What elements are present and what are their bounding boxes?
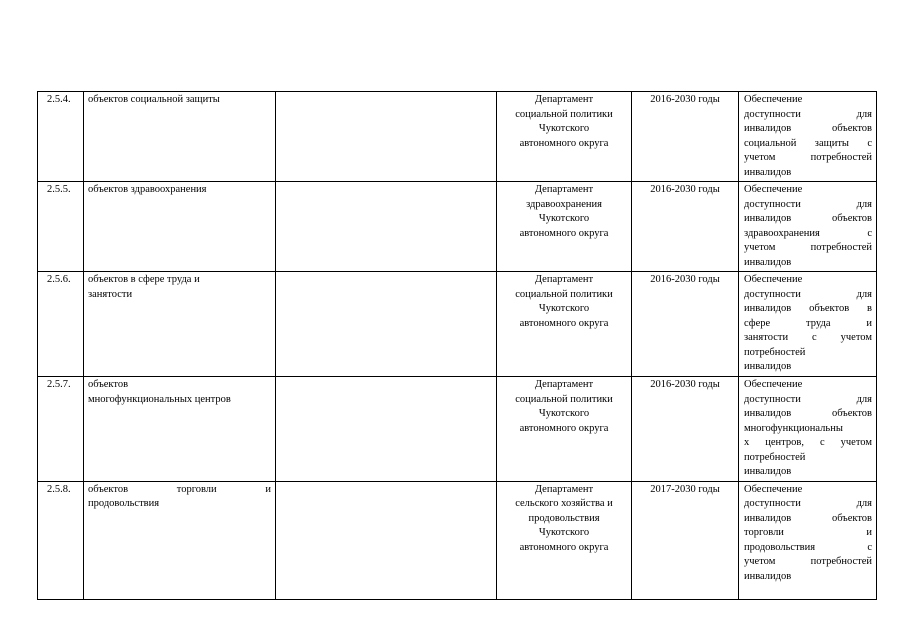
cell-line: х центров, с учетом [744,437,872,448]
table-row [38,92,877,182]
responsible-department [497,272,632,377]
cell-line: многофункциональны [744,422,843,434]
cell-line: учетом потребностей [744,556,872,567]
cell-line: здравоохранения [526,198,602,210]
empty-cell [276,481,497,599]
cell-line: автономного округа [519,137,609,149]
responsible-department [497,182,632,272]
cell-line: объектов здравоохранения [88,184,207,195]
cell-line: потребностей [744,451,806,463]
cell-line: инвалидов объектов в [744,303,872,314]
cell-line: учетом потребностей [744,152,872,163]
cell-line: инвалидов объектов [744,123,872,134]
responsible-department [497,377,632,482]
cell-line: сфере труда и [744,317,872,329]
item-number: 2.5.4. [38,92,84,182]
cell-line: социальной политики [515,108,613,120]
object-name [84,481,276,599]
cell-line: Обеспечение [744,274,803,285]
empty-cell [276,377,497,482]
empty-cell [276,272,497,377]
cell-line: Чукотского [538,123,590,134]
cell-line: инвалидов [744,361,792,372]
cell-line: торговли и [744,527,872,538]
expected-result [739,481,877,599]
cell-line: Чукотского [538,408,590,419]
cell-line: объектов [88,379,129,390]
item-number: 2.5.5. [38,182,84,272]
expected-result [739,272,877,377]
object-name [84,272,276,377]
period: 2016-2030 годы [632,377,739,482]
cell-line: Обеспечение [744,379,803,390]
cell-line: доступности для [744,498,872,509]
cell-line: многофункциональных центров [88,393,231,405]
responsible-department [497,92,632,182]
cell-line: Департамент [534,483,594,495]
responsible-department [497,481,632,599]
cell-line: Обеспечение [744,184,803,195]
cell-line: инвалидов [744,466,792,477]
item-number: 2.5.8. [38,481,84,599]
cell-line: учетом потребностей [744,242,872,253]
cell-line: социальной политики [515,393,613,405]
cell-line: сельского хозяйства и [515,498,613,509]
cell-line: инвалидов объектов [744,512,872,524]
object-name [84,182,276,272]
cell-line: социальной политики [515,288,613,300]
cell-line: занятости с учетом [744,332,872,343]
table-row [38,182,877,272]
cell-line: Чукотского [538,303,590,314]
measures-table [37,91,877,600]
cell-line: инвалидов [744,256,792,268]
cell-line: Чукотского [538,213,590,224]
cell-line: объектов торговли и [88,483,271,495]
table-row [38,272,877,377]
period: 2016-2030 годы [632,92,739,182]
cell-line: здравоохранения с [744,227,872,239]
cell-line: доступности для [744,288,872,300]
table-row [38,481,877,599]
cell-line: продовольствия [88,498,160,509]
cell-line: Департамент [534,274,594,285]
cell-line: автономного округа [519,317,609,329]
cell-line: автономного округа [519,422,609,434]
object-name [84,92,276,182]
cell-line: потребностей [744,346,806,358]
table-row [38,377,877,482]
cell-line: Обеспечение [744,483,803,495]
empty-cell [276,182,497,272]
cell-line: продовольствия с [744,541,872,553]
empty-cell [276,92,497,182]
cell-line: доступности для [744,108,872,120]
cell-line: объектов социальной защиты [88,94,220,105]
cell-line: доступности для [744,198,872,210]
expected-result [739,92,877,182]
cell-line: инвалидов объектов [744,213,872,224]
cell-line: социальной защиты с [744,137,872,149]
cell-line: Департамент [534,184,594,195]
cell-line: доступности для [744,393,872,405]
cell-line: автономного округа [519,541,609,553]
cell-line: продовольствия [528,512,600,524]
item-number: 2.5.6. [38,272,84,377]
cell-line: Чукотского [538,527,590,538]
cell-line: Департамент [534,94,594,105]
expected-result [739,377,877,482]
cell-line: инвалидов [744,570,792,582]
period: 2016-2030 годы [632,182,739,272]
cell-line: инвалидов [744,166,792,178]
period: 2016-2030 годы [632,272,739,377]
expected-result [739,182,877,272]
object-name [84,377,276,482]
cell-line: занятости [88,288,133,300]
cell-line: автономного округа [519,227,609,239]
item-number: 2.5.7. [38,377,84,482]
cell-line: инвалидов объектов [744,408,872,419]
cell-line: Департамент [534,379,594,390]
cell-line: объектов в сфере труда и [88,274,200,285]
cell-line: Обеспечение [744,94,803,105]
period: 2017-2030 годы [632,481,739,599]
